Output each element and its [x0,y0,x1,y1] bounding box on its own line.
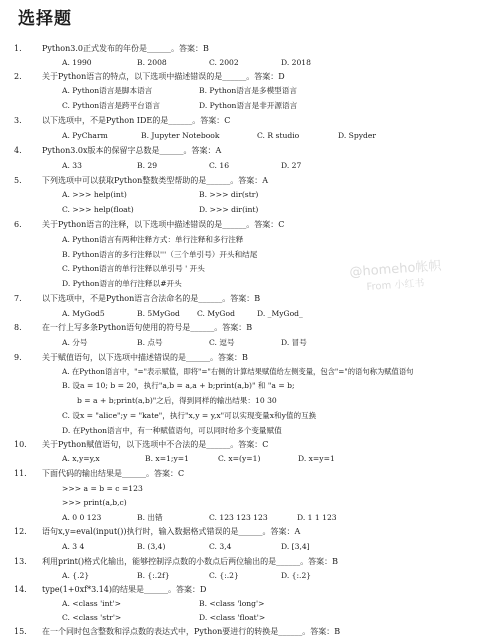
option-c: C. >>> help(float) [62,205,134,214]
question-8 [14,323,253,333]
question-number: 5. [14,176,22,185]
option-a: A. 1990 [62,58,92,67]
question-3 [14,116,231,126]
question-number: 11. [14,469,27,478]
option-c: C. 3,4 [209,542,232,551]
watermark-source: From 小红书 [366,278,425,294]
question-text: 下面代码的输出结果是______。答案：C [42,469,185,478]
option-c: C. <class 'str'> [62,613,122,622]
option-b: B. Jupyter Notebook [141,131,220,140]
question-text: type(1+0xf*3.14)的结果是______。答案：D [42,585,207,594]
option-b-continued: b = a + b;print(a,b)"之后，得到同样的输出结果：10 30 [77,396,277,405]
option-b: B. 29 [137,161,158,170]
option-d: D. 1 1 123 [297,513,337,522]
question-1 [14,44,209,54]
question-number: 4. [14,146,22,155]
question-text: 下列选项中可以获取Python整数类型帮助的是______。答案：A [42,176,269,185]
option-d: D. 冒号 [281,338,307,347]
question-number: 1. [14,44,22,53]
question-number: 9. [14,353,22,362]
option-a: A. x,y=y,x [62,454,100,463]
option-b: B. 点号 [137,338,163,347]
option-d: D. 27 [281,161,302,170]
question-text: 关于Python赋值语句，以下选项中不合法的是______。答案：C [42,440,269,449]
question-text: Python3.0x版本的保留字总数是______。答案：A [42,146,222,155]
question-10 [14,440,269,450]
question-number: 15. [14,627,27,636]
question-number: 6. [14,220,22,229]
question-text: 以下选项中，不是Python语言合法命名的是______。答案：B [42,294,261,303]
question-6 [14,220,285,230]
option-a: A. PyCharm [62,131,108,140]
option-b: B. x=1;y=1 [145,454,189,463]
question-text: 语句x,y=eval(input())执行时，输入数据格式错误的是______。答案：A [42,527,301,536]
question-15 [14,627,341,637]
question-2 [14,72,285,82]
option-b: B. Python语言的多行注释以'''（三个单引号）开头和结尾 [62,250,258,259]
option-c: C. Python语言是跨平台语言 [62,101,160,110]
option-d: D. Python语言的单行注释以#开头 [62,279,182,288]
code-line-2: >>> print(a,b,c) [62,498,127,507]
option-a: A. <class 'int'> [62,599,121,608]
option-d: D. [3,4] [281,542,310,551]
option-d: D. 在Python语言中，有一种赋值语句，可以同时给多个变量赋值 [62,426,282,435]
option-b: B. {:.2f} [137,571,170,580]
question-5 [14,176,269,186]
question-7 [14,294,261,304]
option-c: C. 2002 [209,58,239,67]
question-text: Python3.0正式发布的年份是______。答案：B [42,44,209,53]
option-b: B. 出错 [137,513,163,522]
option-b: B. >>> dir(str) [199,190,259,199]
option-d: D. 2018 [281,58,311,67]
option-d: D. x=y=1 [298,454,335,463]
option-d: D. {:.2} [281,571,312,580]
option-a: A. Python语言有两种注释方式：单行注释和多行注释 [62,235,244,244]
question-12 [14,527,301,537]
option-b: B. 2008 [137,58,167,67]
question-text: 关于赋值语句，以下选项中描述错误的是______。答案：B [42,353,248,362]
option-a: A. Python语言是脚本语言 [62,86,153,95]
question-4 [14,146,222,156]
option-b: B. Python语言是多模型语言 [199,86,297,95]
option-b: B. (3,4) [137,542,166,551]
question-number: 7. [14,294,22,303]
question-number: 12. [14,527,27,536]
option-b: B. 5MyGod [137,309,180,318]
question-number: 2. [14,72,22,81]
question-number: 10. [14,440,27,449]
option-d: D. Spyder [338,131,376,140]
option-d: D. <class 'float'> [199,613,266,622]
question-13 [14,557,338,567]
watermark [349,259,443,297]
option-c: C. Python语言的单行注释以单引号 ' 开头 [62,264,205,273]
option-d: D. Python语言是非开源语言 [199,101,298,110]
question-text: 在一个同时包含整数和浮点数的表达式中，Python要进行的转换是______。答案：B [42,627,341,636]
option-a: A. 3 4 [62,542,85,551]
page-title: 选择题 [18,9,72,29]
option-a: A. 33 [62,161,82,170]
question-text: 关于Python语言的特点，以下选项中描述错误的是______。答案：D [42,72,285,81]
option-d: D. >>> dir(int) [199,205,259,214]
option-a: A. {.2} [62,571,90,580]
watermark-handle: @homeho帐帜 [348,258,442,281]
question-number: 3. [14,116,22,125]
question-number: 14. [14,585,27,594]
option-c: C. 逗号 [209,338,235,347]
question-text: 关于Python语言的注释，以下选项中描述错误的是______。答案：C [42,220,285,229]
option-a: A. 0 0 123 [62,513,102,522]
option-a: A. 分号 [62,338,88,347]
option-d: D. _MyGod_ [257,309,303,318]
option-a: A. >>> help(int) [62,190,127,199]
question-14 [14,585,207,595]
question-number: 13. [14,557,27,566]
option-b: B. <class 'long'> [199,599,265,608]
option-c: C. R studio [257,131,300,140]
option-c: C. 123 123 123 [209,513,268,522]
option-a: A. MyGod5 [62,309,105,318]
code-line-1: >>> a = b = c =123 [62,484,143,493]
question-text: 以下选项中，不是Python IDE的是______。答案：C [42,116,231,125]
option-c: C. 设x = "alice";y = "kate"，执行"x,y = y,x"可以实现变量x和y值的互换 [62,411,317,420]
option-a: A. 在Python语言中，"="表示赋值，即将"="右侧的计算结果赋值给左侧变量，包含"="的语句称为赋值语句 [62,367,414,376]
question-11 [14,469,185,479]
question-9 [14,353,248,363]
option-c: C. 16 [209,161,230,170]
question-text: 在一行上写多条Python语句使用的符号是______。答案：B [42,323,253,332]
option-c: C. MyGod [197,309,235,318]
question-number: 8. [14,323,22,332]
option-c: C. {:.2} [209,571,239,580]
option-c: C. x=(y=1) [218,454,261,463]
question-text: 利用print()格式化输出，能够控制浮点数的小数点后两位输出的是______。答案：B [42,557,338,566]
option-b: B. 设a = 10; b = 20，执行"a,b = a,a + b;print(a,b)" 和 "a = b; [62,381,295,390]
